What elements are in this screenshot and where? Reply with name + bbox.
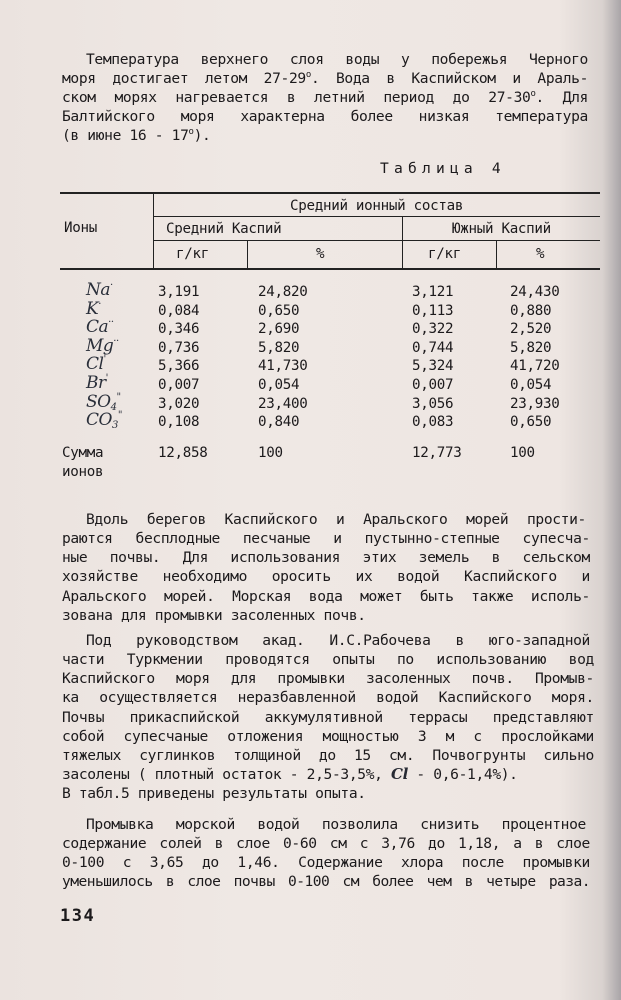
text-line: Аральского морей. Морская вода может быть также исполь-: [62, 587, 590, 605]
unit-header: %: [316, 246, 325, 262]
unit-header: г/кг: [176, 246, 209, 262]
mid-gkg-cell: 0,108: [158, 414, 200, 431]
degree-sign: о: [188, 127, 194, 137]
text-line: уменьшилось в слое почвы 0-100 см более чем в четыре раза.: [62, 873, 590, 891]
unit-header: %: [536, 246, 545, 262]
ions-column-header: Ионы: [64, 220, 97, 236]
mid-pct-cell: 41,730: [258, 358, 308, 375]
mid-pct-cell: 0,840: [258, 414, 300, 431]
mid-gkg-cell: 0,736: [158, 339, 200, 356]
mid-gkg-cell: 0,346: [158, 321, 200, 338]
intro-line: Балтийского моря характерна более низкая температура: [62, 108, 588, 126]
ion-label: Br': [86, 373, 108, 393]
degree-sign: о: [530, 89, 536, 100]
ion-label: K·: [86, 298, 101, 319]
ion-label: Cl': [86, 354, 106, 375]
sum-mid-pct: 100: [258, 445, 283, 461]
mid-gkg-cell: 5,366: [158, 358, 200, 375]
ion-label: $CO_3^"$: [86, 410, 122, 432]
mid-gkg-cell: 0,007: [158, 377, 200, 393]
text-line: Под руководством акад. И.С.Рабочева в юго-западной: [86, 632, 590, 649]
text-line: Вдоль берегов Каспийского и Аральского морей прости-: [86, 511, 586, 528]
mid-pct-cell: 23,400: [258, 395, 308, 412]
text-line: ные почвы. Для использования этих земель в сельском: [62, 549, 590, 567]
text-line: зована для промывки засоленных почв.: [62, 606, 366, 624]
ion-label: Mg··: [86, 335, 119, 356]
south-caspian-header: Южный Каспий: [452, 221, 551, 237]
text-line: содержание солей в слое 0-60 см с 3,76 до 1,18, а в слое: [62, 835, 590, 852]
intro-last-line: (в июне $16 - 17^о$).: [62, 127, 211, 144]
south-pct-cell: 0,880: [510, 302, 552, 319]
degree-sign: о: [305, 70, 311, 80]
south-pct-cell: 41,720: [510, 358, 560, 375]
south-pct-cell: 2,520: [510, 321, 552, 338]
text-line: ка осуществляется неразбавленной водой Каспийского моря.: [62, 689, 594, 707]
south-pct-cell: 0,054: [510, 377, 552, 393]
intro-paragraph-cont: [62, 69, 588, 127]
paragraph-irrigation-cont: [62, 529, 590, 625]
south-gkg-cell: 3,121: [412, 284, 454, 300]
table-top-rule: [60, 192, 600, 194]
text-line: Промывка морской водой позволила снизить процентное: [86, 816, 586, 833]
text-line: собой супесчаные отложения мощностью 3 м с прослойками: [62, 727, 594, 745]
south-gkg-cell: 0,007: [412, 377, 454, 393]
mid-gkg-cell: 0,084: [158, 302, 200, 319]
text-line: 0-100 с 3,65 до 1,46. Содержание хлора после промывки: [62, 854, 590, 872]
intro-paragraph: [86, 50, 588, 69]
text-line: Почвы прикаспийской аккумулятивной террасы представляют: [62, 708, 594, 726]
region-divider: [402, 216, 403, 268]
sum-south-gkg: 12,773: [412, 445, 462, 461]
south-pct-cell: 24,430: [510, 284, 560, 300]
text-line: раются бесплодные песчаные и пустынно-степные супесча-: [62, 530, 590, 547]
intro-line: моря достигает летом $27-29^о$. Вода в Каспийском и Араль-: [62, 70, 589, 87]
header-vertical-divider: [153, 192, 154, 268]
mid-gkg-cell: 3,020: [158, 395, 200, 412]
south-gkg-cell: 3,056: [412, 395, 454, 412]
south-gkg-cell: 0,322: [412, 321, 454, 338]
text-line: хозяйстве необходимо оросить их водой Каспийского и: [62, 568, 590, 586]
page-number: 134: [60, 906, 96, 926]
table-caption: Таблица 4: [380, 160, 506, 177]
unit-divider-mid: [247, 240, 248, 268]
intro-line: ском морях нагревается в летний период до $27-30^о$. Для: [62, 89, 588, 107]
paragraph-experiment: [86, 631, 590, 650]
unit-header: г/кг: [428, 246, 461, 262]
ion-label: $SO_4^"$: [86, 391, 121, 413]
text-line: Каспийского моря для промывки засоленных почв. Промыв-: [62, 670, 594, 688]
subheader-rule: [153, 240, 600, 241]
paragraph-irrigation: [86, 510, 586, 529]
ion-label: Ca··: [86, 317, 114, 338]
sum-label: ионов: [62, 464, 104, 480]
group-header: Средний ионный состав: [290, 198, 464, 214]
header-bottom-rule: [60, 268, 600, 270]
sum-label: Сумма: [62, 445, 104, 461]
south-gkg-cell: 5,324: [412, 358, 454, 375]
mid-pct-cell: 2,690: [258, 321, 300, 338]
south-pct-cell: 5,820: [510, 339, 552, 356]
text-line: тяжелых суглинков толщиной до 15 см. Почвогрунты сильно: [62, 747, 594, 765]
group-header-rule: [153, 216, 600, 217]
mid-gkg-cell: 3,191: [158, 284, 200, 300]
text-line: засолены ( плотный остаток - 2,5-3,5%, Cl - 0,6-1,4%).: [62, 765, 518, 784]
sum-mid-gkg: 12,858: [158, 445, 208, 461]
middle-caspian-header: Средний Каспий: [166, 221, 282, 237]
ion-label: Na·: [86, 280, 113, 300]
mid-pct-cell: 5,820: [258, 339, 300, 356]
chlorine-symbol: Cl: [391, 765, 408, 784]
unit-divider-south: [496, 240, 497, 268]
text-line: части Туркмении проводятся опыты по использованию вод: [62, 651, 594, 668]
paragraph-experiment-cont: [62, 650, 594, 804]
south-pct-cell: 0,650: [510, 414, 552, 431]
sum-south-pct: 100: [510, 445, 535, 461]
paragraph-results: [86, 815, 586, 834]
intro-line: Температура верхнего слоя воды у побережья Черного: [86, 51, 588, 68]
text-line: В табл.5 приведены результаты опыта.: [62, 785, 366, 803]
mid-pct-cell: 0,650: [258, 302, 300, 319]
paragraph-results-cont: [62, 834, 590, 892]
south-gkg-cell: 0,744: [412, 339, 454, 356]
mid-pct-cell: 0,054: [258, 377, 300, 393]
south-gkg-cell: 0,113: [412, 302, 454, 319]
south-gkg-cell: 0,083: [412, 414, 454, 431]
south-pct-cell: 23,930: [510, 395, 560, 412]
mid-pct-cell: 24,820: [258, 284, 308, 300]
